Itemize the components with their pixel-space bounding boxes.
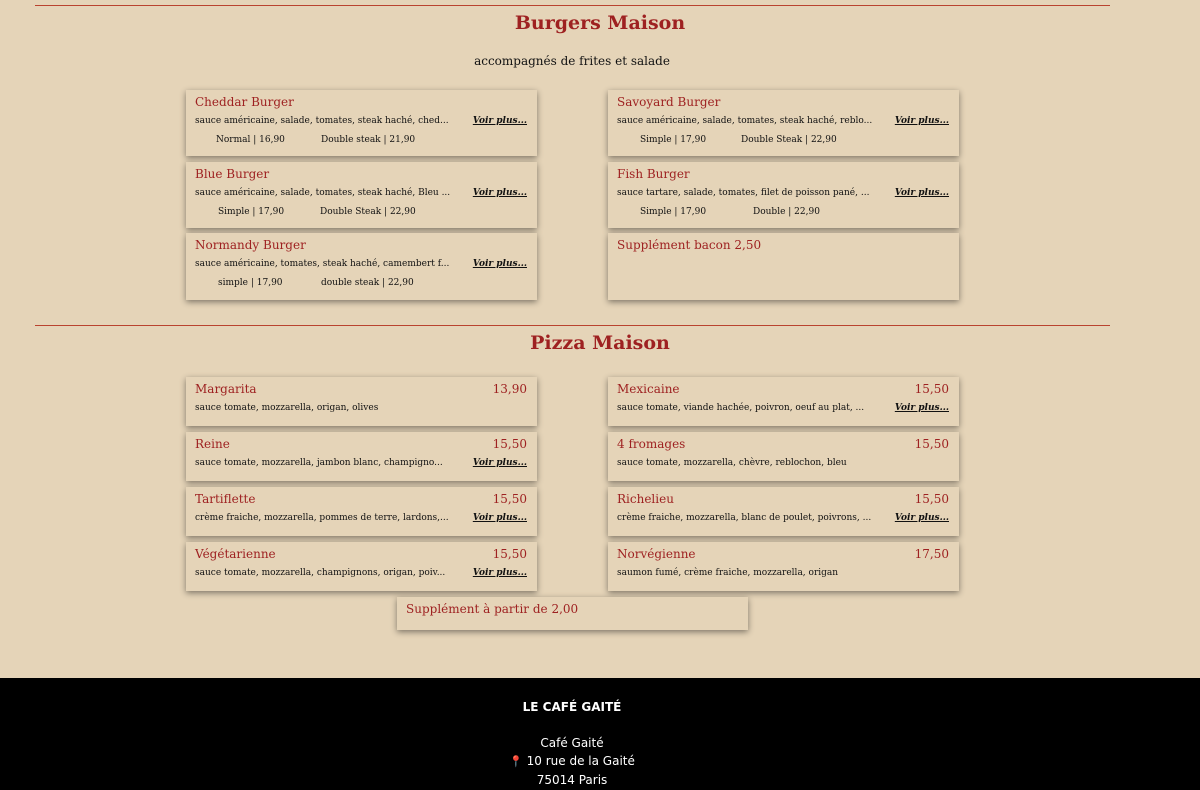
footer-title: LE CAFÉ GAITÉ [522,700,622,714]
item-description: sauce américaine, tomates, steak haché, camembert f... [195,259,450,269]
item-name: Fish Burger [617,167,690,181]
menu-card-tartiflette[interactable] [186,487,537,536]
item-name: Tartiflette [195,492,256,506]
item-description: sauce américaine, salade, tomates, steak haché, reblo... [617,116,873,126]
item-price: 15,50 [914,492,949,506]
see-more-link[interactable]: Voir plus... [472,259,527,269]
item-price: 15,50 [492,492,527,506]
see-more-link[interactable]: Voir plus... [472,513,527,523]
see-more-link[interactable]: Voir plus... [472,568,527,578]
menu-card-mexicaine[interactable] [608,377,959,426]
item-name: Cheddar Burger [195,95,294,109]
item-option-2: Double Steak | 22,90 [741,135,837,145]
see-more-link[interactable]: Voir plus... [894,403,949,413]
item-option-2: Double | 22,90 [753,207,820,217]
footer-city: 75014 Paris [536,773,608,787]
menu-card-4-fromages[interactable] [608,432,959,481]
item-option-1: Simple | 17,90 [218,207,285,217]
item-name: Norvégienne [617,547,696,561]
burgers-subtitle: accompagnés de frites et salade [474,54,670,68]
map-pin-icon: 📍 [509,755,523,768]
item-option-1: Simple | 17,90 [640,135,707,145]
item-price: 15,50 [914,382,949,396]
menu-card-fish-burger[interactable] [608,162,959,228]
item-description: sauce tartare, salade, tomates, filet de poisson pané, ... [617,188,870,198]
menu-card-vegetarienne[interactable] [186,542,537,591]
footer-cafe-name: Café Gaité [540,736,604,750]
item-description: sauce tomate, mozzarella, jambon blanc, champigno... [195,458,443,468]
menu-card-norvegienne[interactable] [608,542,959,591]
menu-card-normandy-burger[interactable] [186,233,537,300]
menu-card-savoyard-burger[interactable] [608,90,959,156]
item-name: Blue Burger [195,167,270,181]
see-more-link[interactable]: Voir plus... [472,188,527,198]
menu-card-reine[interactable] [186,432,537,481]
item-name: Reine [195,437,230,451]
item-price: 17,50 [914,547,949,561]
item-option-1: Simple | 17,90 [640,207,707,217]
item-price: 15,50 [914,437,949,451]
item-option-1: simple | 17,90 [218,278,283,288]
pizza-section-title: Pizza Maison [530,332,670,354]
see-more-link[interactable]: Voir plus... [894,513,949,523]
see-more-link[interactable]: Voir plus... [894,116,949,126]
menu-card-margarita[interactable] [186,377,537,426]
supplement-text: Supplément bacon 2,50 [617,238,762,252]
footer [0,678,1200,790]
item-option-2: double steak | 22,90 [321,278,414,288]
see-more-link[interactable]: Voir plus... [894,188,949,198]
item-price: 15,50 [492,437,527,451]
footer-address [0,754,1144,768]
item-price: 13,90 [492,382,527,396]
item-description: sauce américaine, salade, tomates, steak haché, ched... [195,116,449,126]
item-description: sauce tomate, mozzarella, origan, olives [195,403,379,413]
item-price: 15,50 [492,547,527,561]
menu-card-blue-burger[interactable] [186,162,537,228]
section-divider [35,325,1110,326]
menu-card-pizza-supplement [397,597,748,630]
item-name: Végétarienne [195,547,276,561]
menu-card-richelieu[interactable] [608,487,959,536]
item-name: Richelieu [617,492,674,506]
menu-card-bacon-supplement [608,233,959,300]
see-more-link[interactable]: Voir plus... [472,116,527,126]
item-name: 4 fromages [617,437,686,451]
item-description: crème fraiche, mozzarella, pommes de terre, lardons,... [195,513,449,523]
item-description: crème fraiche, mozzarella, blanc de poulet, poivrons, ... [617,513,872,523]
item-option-2: Double Steak | 22,90 [320,207,416,217]
footer-street: 10 rue de la Gaité [526,754,635,768]
item-option-2: Double steak | 21,90 [321,135,416,145]
item-name: Margarita [195,382,257,396]
item-option-1: Normal | 16,90 [216,135,285,145]
menu-card-cheddar-burger[interactable] [186,90,537,156]
item-name: Normandy Burger [195,238,306,252]
item-name: Savoyard Burger [617,95,721,109]
supplement-text: Supplément à partir de 2,00 [406,602,579,616]
item-description: saumon fumé, crème fraiche, mozzarella, origan [617,568,839,578]
burgers-section-title: Burgers Maison [514,12,686,34]
item-description: sauce tomate, mozzarella, champignons, origan, poiv... [195,568,446,578]
item-description: sauce tomate, mozzarella, chèvre, reblochon, bleu [617,458,847,468]
section-divider [35,5,1110,6]
see-more-link[interactable]: Voir plus... [472,458,527,468]
item-description: sauce tomate, viande hachée, poivron, oeuf au plat, ... [617,403,865,413]
item-name: Mexicaine [617,382,680,396]
item-description: sauce américaine, salade, tomates, steak haché, Bleu ... [195,188,451,198]
